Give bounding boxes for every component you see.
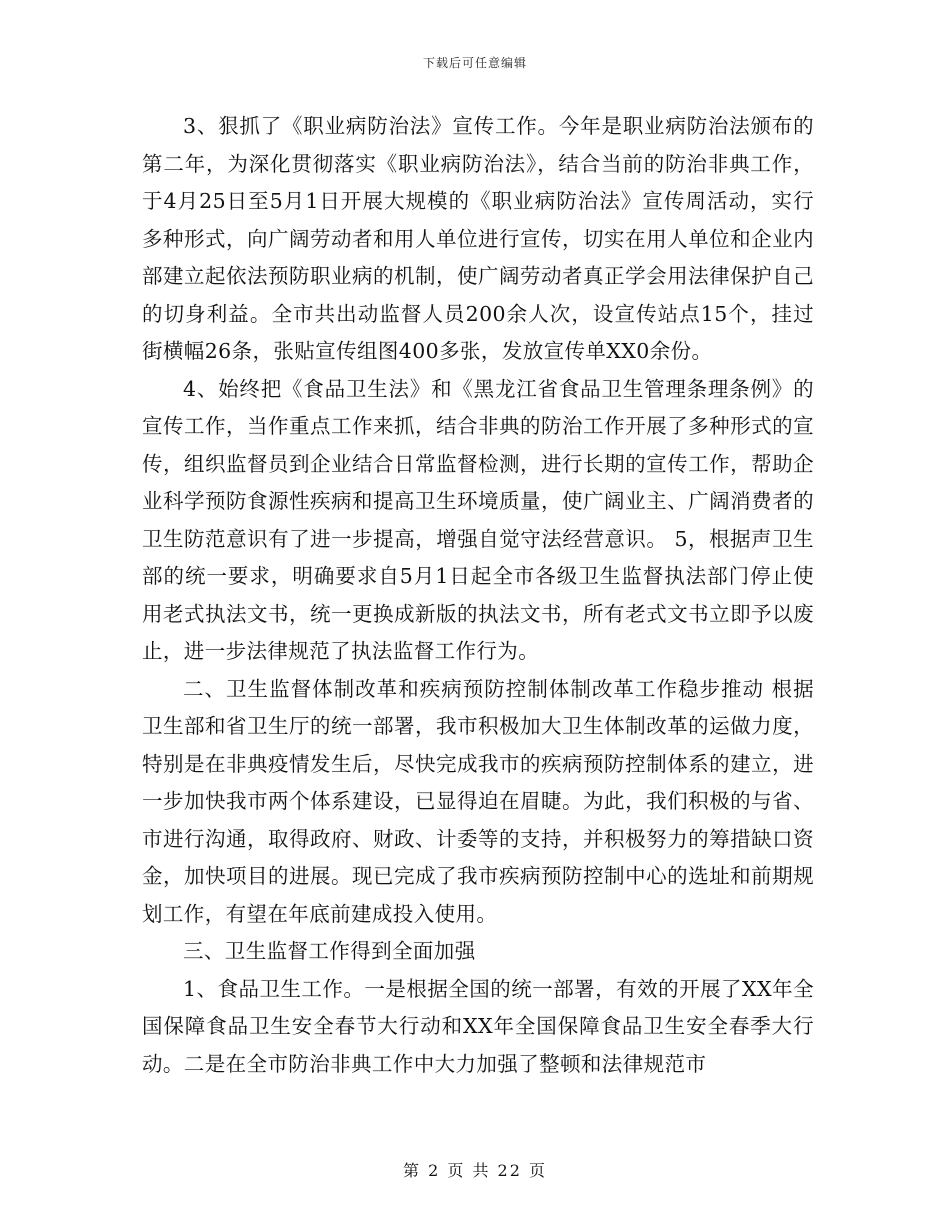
paragraph-food-hygiene-work: 1、食品卫生工作。一是根据全国的统一部署，有效的开展了XX年全国保障食品卫生安全春节大行动和XX年全国保障食品卫生安全春季大行动。二是在全市防治非典工作中大力加强了整顿和法律规范市: [142, 976, 814, 1076]
paragraph-system-reform: 二、卫生监督体制改革和疾病预防控制体制改革工作稳步推动 根据卫生部和省卫生厅的统一部署，我市积极加大卫生体制改革的运做力度，特别是在非典疫情发生后，尽快完成我市的疾病预防控制体系的建立，进一步加快我市两个体系建设，已显得迫在眉睫。为此，我们积极的与省、市进行沟通，取得政府、财政、计委等的支持，并积极努力的筹措缺口资金，加快项目的进展。现已完成了我市疾病预防控制中心的选址和前期规划工作，有望在年底前建成投入使用。: [142, 676, 814, 926]
page-footer: 第 2 页 共 22 页: [403, 1161, 547, 1180]
page-header: 下载后可任意编辑: [422, 56, 527, 70]
paragraph-occupational-disease-law: 3、狠抓了《职业病防治法》宣传工作。今年是职业病防治法颁布的第二年，为深化贯彻落实《职业病防治法》，结合当前的防治非典工作，于4月25日至5月1日开展大规模的《职业病防治法》宣传周活动，实行多种形式，向广阔劳动者和用人单位进行宣传，切实在用人单位和企业内部建立起依法预防职业病的机制，使广阔劳动者真正学会用法律保护自己的切身利益。全市共出动监督人员200余人次，设宣传站点15个，挂过街横幅26条，张贴宣传组图400多张，发放宣传单XX0余份。: [142, 114, 814, 363]
document-body: [142, 108, 814, 1083]
section-heading-supervision: 三、卫生监督工作得到全面加强: [183, 939, 476, 963]
paragraph-food-hygiene-law: 4、始终把《食品卫生法》和《黑龙江省食品卫生管理条理条例》的宣传工作，当作重点工作来抓，结合非典的防治工作开展了多种形式的宣传，组织监督员到企业结合日常监督检测，进行长期的宣传工作，帮助企业科学预防食源性疾病和提高卫生环境质量，使广阔业主、广阔消费者的卫生防范意识有了进一步提高，增强自觉守法经营意识。 5，根据声卫生部的统一要求，明确要求自5月1日起全市各级卫生监督执法部门停止使用老式执法文书，统一更换成新版的执法文书，所有老式文书立即予以废止，进一步法律规范了执法监督工作行为。: [142, 376, 814, 663]
